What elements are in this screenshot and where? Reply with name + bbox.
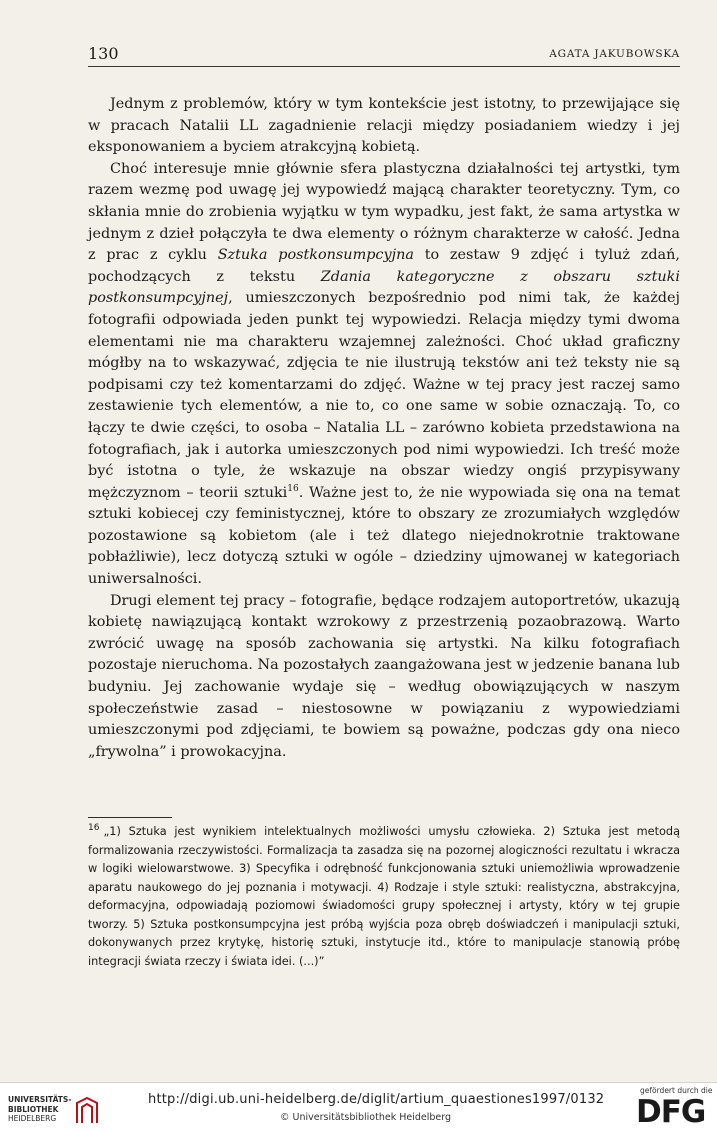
- work-title-text: Zdania kategoryczne z obszaru sztuki postkonsumpcyjnej: [88, 268, 680, 307]
- header-rule: [88, 66, 680, 67]
- paragraph-2-part-b: to zestaw 9 zdjęć i tyluż zdań, pochodzących z tekstu: [88, 247, 680, 285]
- funding-note: gefördert durch die: [640, 1086, 713, 1095]
- paragraph-3: Drugi element tej pracy – fotografie, będące rodzajem autoportretów, ukazują kobietę nawiązującą kontakt wzrokowy z przestrzenią pozaobrazową. Warto zwrócić uwagę na sposób zachowania się artystki. Na kilku fotografiach pozostaje nieruchoma. Na pozostałych zaangażowana jest w jedzenie banana lub budyniu. Jej zachowanie wydaje się – według obowiązujących w naszym społeczeństwie zasad – niestosowne w powiązaniu z wypowiedziami umieszczonymi pod zdjęciami, te bowiem są poważne, podczas gdy ona nieco „frywolna” i prowokacyjna.: [88, 592, 680, 760]
- library-logo-icon: [74, 1097, 100, 1125]
- page-number: 130: [88, 44, 119, 63]
- paragraph-2-part-a: Choć interesuje mnie głównie sfera plastyczna działalności tej artystki, tym razem wezmę pod uwagę jej wypowiedź mającą charakter teoretyczny. Tym, co skłania mnie do zrobienia wyjątku w tym wypadku, jest fakt, że sama artystka w jednym z dzieł połączyła te dwa elementy o różnym charakterze w całość. Jedna z prac z cyklu: [88, 160, 680, 264]
- running-head-author: AGATA JAKUBOWSKA: [549, 48, 680, 60]
- work-title-cycle: Sztuka postkonsumpcyjna: [217, 247, 414, 264]
- footnote-text: „1) Sztuka jest wynikiem intelektualnych możliwości umysłu człowieka. 2) Sztuka jest metodą formalizowania rzeczywistości. Formalizacja ta zasadza się na pozornej alogiczności rezultatu i wkracza w logiki wielowarstwowe. 3) Specyfika i odrębność funkcjonowania sztuki uniemożliwia wprowadzenie aparatu naukowego do jej poznania i motywacji. 4) Rodzaje i style sztuki: realistyczna, abstrakcyjna, deformacyjna, odpowiadają poziomowi świadomości grupy społecznej i artysty, który w tej grupie tworzy. 5) Sztuka postkonsumpcyjna jest próbą wyjścia poza obręb doświadczeń i manipulacji sztuki, dokonywanych przez krytykę, historię sztuki, instytucje itd., które to manipulacje stanowią próbę integracji świata rzeczy i świata idei. (...)”: [88, 825, 680, 968]
- footnote-reference[interactable]: 16: [287, 483, 299, 494]
- library-name-line1: UNIVERSITÄTS-: [8, 1095, 72, 1104]
- footnote-number: 16: [88, 823, 100, 833]
- body-text: [88, 94, 680, 763]
- paragraph-2-part-c: , umieszczonych bezpośrednio pod nimi tak, że każdej fotografii odpowiada jeden punkt tej wypowiedzi. Relacja między tymi dwoma elementami nie ma charakteru wzajemnej zależności. Choć układ graficzny mógłby na to wskazywać, zdjęcia te nie ilustrują tekstów ani też teksty nie są podpisami czy też komentarzami do zdjęć. Ważne w tej pracy jest raczej samo zestawienie tych elementów, a nie to, co one same w sobie oznaczają. To, co łączy te dwie części, to osoba – Natalia LL – zarówno kobieta przedstawiona na fotografiach, jak i autorka umieszczonych pod nimi wypowiedzi. Ich treść może być istotna o tyle, że wskazuje na obszar wiedzy ongiś przypisywany mężczyznom – teorii sztuki: [88, 290, 680, 501]
- dfg-logo: DFG: [636, 1094, 706, 1130]
- footnote-rule: [88, 817, 172, 818]
- paragraph-1: Jednym z problemów, który w tym kontekście jest istotny, to przewijające się w pracach Natalii LL zagadnienie relacji między posiadaniem wiedzy i jej eksponowaniem a byciem atrakcyjną kobietą.: [88, 96, 680, 156]
- copyright-note: © Universitätsbibliothek Heidelberg: [280, 1112, 452, 1123]
- library-logo-text: [8, 1095, 71, 1124]
- digitization-footer: [0, 1082, 717, 1131]
- permalink-url[interactable]: http://digi.ub.uni-heidelberg.de/diglit/artium_quaestiones1997/0132: [148, 1092, 605, 1107]
- library-name-line2: BIBLIOTHEK: [8, 1104, 59, 1114]
- paragraph-2-part-d: . Ważne jest to, że nie wypowiada się ona na temat sztuki kobiecej czy feministycznej, które to obszary ze zrozumiałych względów pozostawione są kobietom (ale i też dlatego niejednokrotnie traktowane pobłażliwie), lecz dotyczą sztuki w ogóle – dziedziny ujmowanej w kategoriach uniwersalności.: [88, 484, 681, 588]
- paragraph-2: [88, 159, 680, 591]
- running-header: [88, 44, 680, 68]
- library-name-line3: HEIDELBERG: [8, 1114, 57, 1123]
- footnote-16: [88, 823, 680, 971]
